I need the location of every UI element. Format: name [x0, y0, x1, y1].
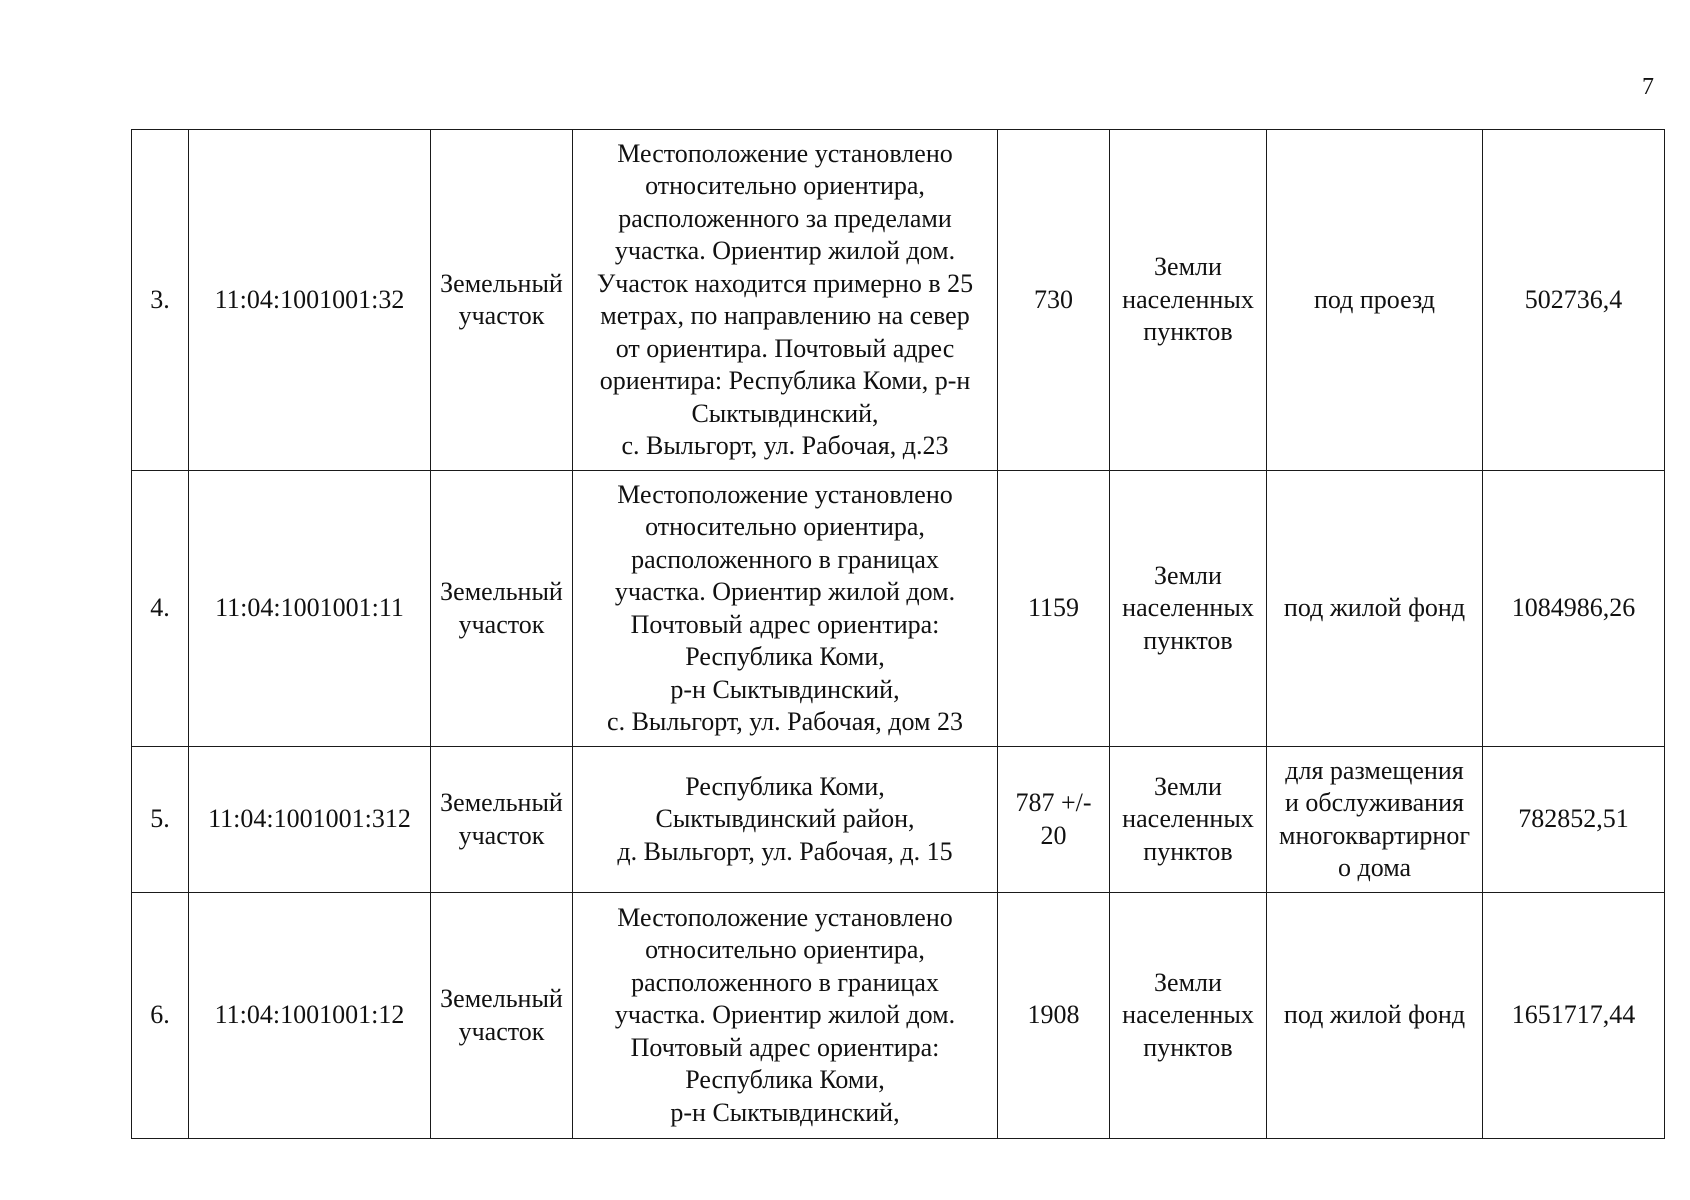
- land-plots-table: [131, 129, 1665, 1139]
- land-category-cell: Земли населенных пунктов: [1110, 747, 1267, 893]
- area-cell: 1908: [998, 893, 1110, 1139]
- permitted-use-cell: для размещения и обслуживания многоквартирног о дома: [1267, 747, 1483, 893]
- address-cell: Местоположение установлено относительно ориентира, расположенного за пределами участка. Ориентир жилой дом. Участок находится примерно в 25 метрах, по направлению на север от ориентира. Почтовый адрес ориентира: Республика Коми, р-н Сыктывдинский, с. Выльгорт, ул. Рабочая, д.23: [573, 130, 998, 471]
- table-row: [132, 471, 1665, 747]
- row-number-cell: 3.: [132, 130, 189, 471]
- address-cell: Местоположение установлено относительно ориентира, расположенного в границах участка. Ориентир жилой дом. Почтовый адрес ориентира: Республика Коми, р-н Сыктывдинский,: [573, 893, 998, 1139]
- cadastral-value-cell: 1651717,44: [1483, 893, 1665, 1139]
- area-cell: 787 +/- 20: [998, 747, 1110, 893]
- table-row: [132, 893, 1665, 1139]
- table-row: [132, 130, 1665, 471]
- cadastral-value-cell: 782852,51: [1483, 747, 1665, 893]
- page-number: 7: [1642, 74, 1654, 100]
- object-type-cell: Земельный участок: [431, 130, 573, 471]
- cadastral-value-cell: 502736,4: [1483, 130, 1665, 471]
- object-type-cell: Земельный участок: [431, 471, 573, 747]
- row-number-cell: 5.: [132, 747, 189, 893]
- permitted-use-cell: под жилой фонд: [1267, 471, 1483, 747]
- table-row: [132, 747, 1665, 893]
- cadastral-number-cell: 11:04:1001001:11: [189, 471, 431, 747]
- address-cell: Республика Коми, Сыктывдинский район, д. Выльгорт, ул. Рабочая, д. 15: [573, 747, 998, 893]
- land-category-cell: Земли населенных пунктов: [1110, 893, 1267, 1139]
- area-cell: 730: [998, 130, 1110, 471]
- object-type-cell: Земельный участок: [431, 747, 573, 893]
- address-cell: Местоположение установлено относительно ориентира, расположенного в границах участка. Ориентир жилой дом. Почтовый адрес ориентира: Республика Коми, р-н Сыктывдинский, с. Выльгорт, ул. Рабочая, дом 23: [573, 471, 998, 747]
- permitted-use-cell: под жилой фонд: [1267, 893, 1483, 1139]
- cadastral-value-cell: 1084986,26: [1483, 471, 1665, 747]
- cadastral-number-cell: 11:04:1001001:12: [189, 893, 431, 1139]
- row-number-cell: 4.: [132, 471, 189, 747]
- object-type-cell: Земельный участок: [431, 893, 573, 1139]
- land-category-cell: Земли населенных пунктов: [1110, 130, 1267, 471]
- land-category-cell: Земли населенных пунктов: [1110, 471, 1267, 747]
- area-cell: 1159: [998, 471, 1110, 747]
- cadastral-number-cell: 11:04:1001001:312: [189, 747, 431, 893]
- permitted-use-cell: под проезд: [1267, 130, 1483, 471]
- row-number-cell: 6.: [132, 893, 189, 1139]
- cadastral-number-cell: 11:04:1001001:32: [189, 130, 431, 471]
